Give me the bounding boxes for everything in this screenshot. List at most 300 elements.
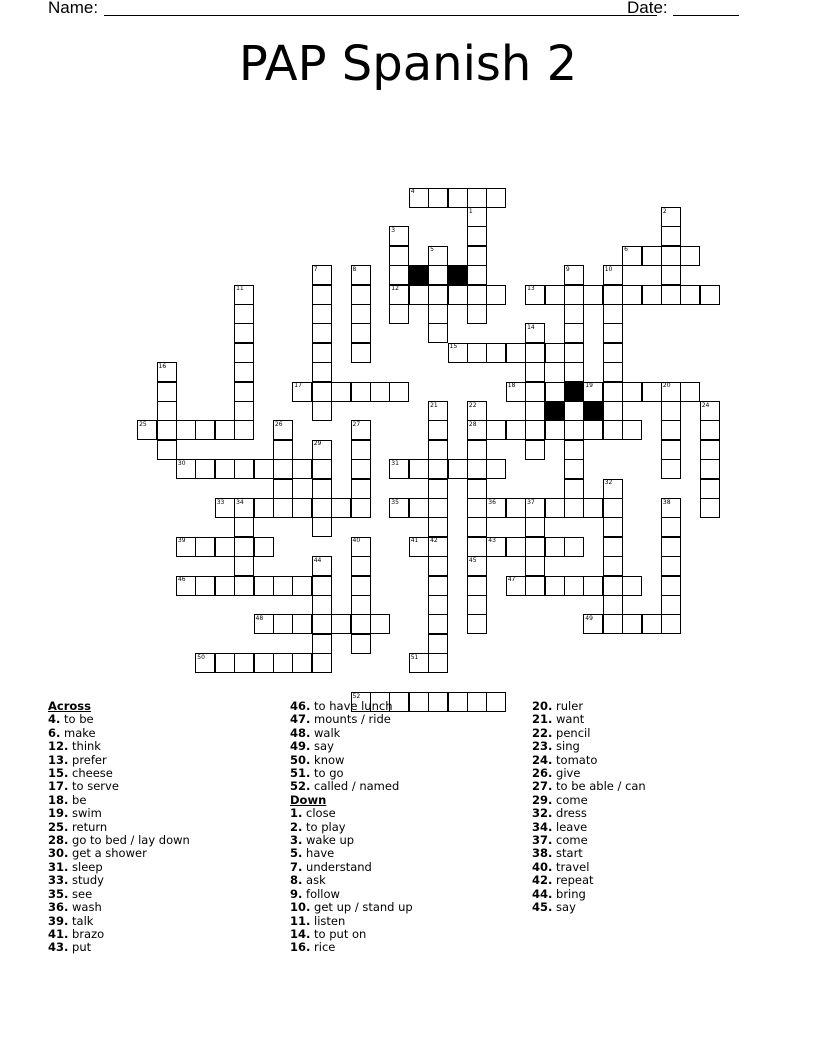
grid-cell[interactable] (661, 440, 681, 460)
grid-cell[interactable] (622, 285, 642, 305)
clue-item-text: follow (302, 886, 340, 901)
clue-item-number: 19. (48, 806, 69, 821)
grid-cell[interactable] (467, 343, 487, 363)
clue-item-number: 6. (48, 725, 61, 740)
grid-cell[interactable] (603, 343, 623, 363)
grid-cell[interactable] (234, 459, 254, 479)
grid-cell[interactable] (661, 556, 681, 576)
clue-item (290, 700, 413, 713)
grid-cell[interactable] (428, 323, 448, 343)
clue-item-text: pencil (552, 725, 591, 740)
grid-cell[interactable] (603, 420, 623, 440)
grid-cell[interactable] (312, 285, 332, 305)
grid-cell[interactable] (428, 517, 448, 537)
clue-item (532, 901, 646, 914)
clue-item-text: to serve (68, 779, 119, 794)
clue-number: 31 (391, 459, 399, 467)
grid-cell[interactable] (389, 304, 409, 324)
clue-item (48, 727, 190, 740)
clue-number: 15 (449, 343, 458, 351)
grid-cell[interactable] (622, 614, 642, 634)
black-square (545, 401, 565, 421)
clue-item (532, 754, 646, 767)
grid-cell[interactable] (467, 479, 487, 499)
grid-cell[interactable] (467, 576, 487, 596)
grid-cell[interactable] (525, 420, 545, 440)
grid-cell[interactable] (700, 479, 720, 499)
clue-item (290, 928, 413, 941)
black-square (409, 265, 429, 285)
grid-cell[interactable] (389, 382, 409, 402)
grid-cell[interactable] (351, 440, 371, 460)
grid-cell[interactable] (467, 517, 487, 537)
grid-cell[interactable] (467, 692, 487, 712)
grid-cell[interactable] (525, 382, 545, 402)
grid-cell[interactable] (234, 517, 254, 537)
grid-cell[interactable] (467, 459, 487, 479)
grid-cell[interactable] (234, 323, 254, 343)
grid-cell[interactable] (273, 459, 293, 479)
grid-cell[interactable] (700, 459, 720, 479)
grid-cell[interactable] (583, 420, 603, 440)
clue-number: 2 (662, 207, 667, 215)
grid-cell[interactable] (312, 479, 332, 499)
grid-cell[interactable] (680, 285, 700, 305)
grid-cell[interactable] (467, 246, 487, 266)
grid-cell[interactable] (351, 479, 371, 499)
grid-cell[interactable] (234, 537, 254, 557)
grid-cell[interactable] (312, 382, 332, 402)
grid-cell[interactable] (642, 614, 662, 634)
grid-cell[interactable] (234, 382, 254, 402)
clue-item-text: start (552, 846, 583, 861)
grid-cell[interactable] (195, 576, 215, 596)
grid-cell[interactable] (700, 498, 720, 518)
grid-cell[interactable] (273, 576, 293, 596)
grid-cell[interactable] (428, 498, 448, 518)
grid-cell[interactable] (312, 304, 332, 324)
grid-cell[interactable] (312, 576, 332, 596)
grid-cell[interactable] (486, 692, 506, 712)
grid-cell[interactable] (700, 440, 720, 460)
clue-item-text: to put on (310, 926, 367, 941)
clue-item-number: 25. (48, 819, 69, 834)
grid-cell[interactable] (292, 576, 312, 596)
grid-cell[interactable] (661, 285, 681, 305)
grid-cell[interactable] (564, 576, 584, 596)
clue-item (48, 861, 190, 874)
grid-cell[interactable] (351, 634, 371, 654)
grid-cell[interactable] (661, 614, 681, 634)
grid-cell[interactable] (448, 692, 468, 712)
grid-cell[interactable] (661, 576, 681, 596)
clue-item-text: to be able / can (552, 779, 646, 794)
grid-cell[interactable] (603, 556, 623, 576)
grid-cell[interactable] (195, 537, 215, 557)
grid-cell[interactable] (486, 188, 506, 208)
clue-item-number: 42. (532, 873, 553, 888)
clue-number: 21 (430, 401, 438, 409)
grid-cell[interactable] (370, 382, 390, 402)
grid-cell[interactable] (603, 498, 623, 518)
clue-item-text: cheese (68, 766, 113, 781)
grid-cell[interactable] (583, 285, 603, 305)
clue-item-number: 22. (532, 725, 553, 740)
grid-cell[interactable] (661, 420, 681, 440)
grid-cell[interactable] (622, 420, 642, 440)
clue-item-number: 13. (48, 752, 69, 767)
clue-item-text: get a shower (68, 846, 147, 861)
grid-cell[interactable] (351, 343, 371, 363)
clue-item-number: 41. (48, 926, 69, 941)
grid-cell[interactable] (603, 537, 623, 557)
grid-cell[interactable] (564, 362, 584, 382)
grid-cell[interactable] (467, 304, 487, 324)
grid-cell[interactable] (351, 382, 371, 402)
grid-cell[interactable] (292, 459, 312, 479)
grid-cell[interactable] (622, 382, 642, 402)
clue-number: 35 (391, 498, 399, 506)
grid-cell[interactable] (467, 226, 487, 246)
clue-item (532, 700, 646, 713)
grid-cell[interactable] (486, 420, 506, 440)
clue-number: 1 (468, 207, 473, 215)
grid-cell[interactable] (428, 188, 448, 208)
grid-cell[interactable] (331, 498, 351, 518)
clue-number: 17 (294, 382, 302, 390)
grid-cell[interactable] (467, 188, 487, 208)
grid-cell[interactable] (564, 498, 584, 518)
grid-cell[interactable] (176, 420, 196, 440)
grid-cell[interactable] (583, 576, 603, 596)
grid-cell[interactable] (234, 304, 254, 324)
grid-cell[interactable] (428, 634, 448, 654)
grid-cell[interactable] (661, 265, 681, 285)
grid-cell[interactable] (157, 382, 177, 402)
grid-cell[interactable] (564, 343, 584, 363)
grid-cell[interactable] (157, 401, 177, 421)
grid-cell[interactable] (467, 595, 487, 615)
clue-item (290, 727, 413, 740)
clue-number: 11 (236, 285, 244, 293)
clue-item-number: 43. (48, 940, 69, 955)
grid-cell[interactable] (506, 343, 526, 363)
grid-cell[interactable] (292, 498, 312, 518)
grid-cell[interactable] (545, 576, 565, 596)
grid-cell[interactable] (525, 576, 545, 596)
grid-cell[interactable] (661, 401, 681, 421)
grid-cell[interactable] (428, 459, 448, 479)
grid-cell[interactable] (234, 362, 254, 382)
grid-cell[interactable] (428, 479, 448, 499)
grid-cell[interactable] (234, 653, 254, 673)
grid-cell[interactable] (545, 420, 565, 440)
clue-number: 12 (391, 285, 399, 293)
grid-cell[interactable] (195, 420, 215, 440)
grid-cell[interactable] (157, 420, 177, 440)
grid-cell[interactable] (467, 440, 487, 460)
grid-cell[interactable] (700, 420, 720, 440)
grid-cell[interactable] (254, 653, 274, 673)
clue-item (48, 767, 190, 780)
grid-cell[interactable] (312, 595, 332, 615)
grid-cell[interactable] (254, 459, 274, 479)
grid-cell[interactable] (545, 498, 565, 518)
grid-cell[interactable] (525, 556, 545, 576)
grid-cell[interactable] (680, 382, 700, 402)
grid-cell[interactable] (467, 537, 487, 557)
grid-cell[interactable] (428, 653, 448, 673)
grid-cell[interactable] (273, 440, 293, 460)
grid-cell[interactable] (603, 382, 623, 402)
clue-item-text: go to bed / lay down (68, 833, 190, 848)
grid-cell[interactable] (312, 323, 332, 343)
grid-cell[interactable] (467, 265, 487, 285)
clue-item (48, 754, 190, 767)
grid-cell[interactable] (583, 498, 603, 518)
grid-cell[interactable] (234, 420, 254, 440)
grid-cell[interactable] (215, 576, 235, 596)
grid-cell[interactable] (195, 459, 215, 479)
clue-item-number: 35. (48, 886, 69, 901)
grid-cell[interactable] (351, 576, 371, 596)
grid-cell[interactable] (448, 285, 468, 305)
grid-cell[interactable] (564, 459, 584, 479)
clue-item (48, 713, 190, 726)
grid-cell[interactable] (642, 285, 662, 305)
grid-cell[interactable] (564, 401, 584, 421)
clue-item-number: 31. (48, 859, 69, 874)
grid-cell[interactable] (603, 401, 623, 421)
clue-item-text: to play (302, 819, 346, 834)
grid-cell[interactable] (564, 420, 584, 440)
grid-cell[interactable] (428, 595, 448, 615)
grid-cell[interactable] (700, 285, 720, 305)
clue-item-number: 12. (48, 739, 69, 754)
clue-item (48, 780, 190, 793)
grid-cell[interactable] (525, 537, 545, 557)
grid-cell[interactable] (545, 537, 565, 557)
grid-cell[interactable] (428, 265, 448, 285)
clue-item (48, 834, 190, 847)
grid-cell[interactable] (448, 188, 468, 208)
clue-item-text: have (302, 846, 335, 861)
clue-item-number: 39. (48, 913, 69, 928)
clue-item-text: come (552, 833, 588, 848)
grid-cell[interactable] (273, 479, 293, 499)
grid-cell[interactable] (428, 420, 448, 440)
clue-item (290, 821, 413, 834)
clue-item-number: 2. (290, 819, 303, 834)
grid-cell[interactable] (351, 595, 371, 615)
grid-cell[interactable] (467, 614, 487, 634)
clue-item-number: 21. (532, 712, 553, 727)
grid-cell[interactable] (661, 595, 681, 615)
grid-cell[interactable] (273, 498, 293, 518)
grid-cell[interactable] (234, 343, 254, 363)
grid-cell[interactable] (254, 498, 274, 518)
grid-cell[interactable] (603, 595, 623, 615)
clue-item (48, 941, 190, 954)
grid-cell[interactable] (312, 343, 332, 363)
grid-cell[interactable] (351, 459, 371, 479)
clue-item (532, 834, 646, 847)
grid-cell[interactable] (409, 285, 429, 305)
grid-cell[interactable] (525, 362, 545, 382)
grid-cell[interactable] (603, 614, 623, 634)
clue-item (48, 821, 190, 834)
clue-number: 40 (352, 537, 361, 545)
grid-cell[interactable] (506, 537, 526, 557)
clue-item (290, 888, 413, 901)
clue-item-text: get up / stand up (310, 900, 413, 915)
clue-number: 42 (430, 537, 438, 545)
grid-cell[interactable] (428, 576, 448, 596)
grid-cell[interactable] (603, 285, 623, 305)
grid-cell[interactable] (467, 285, 487, 305)
clue-item (290, 754, 413, 767)
grid-cell[interactable] (661, 459, 681, 479)
grid-cell[interactable] (273, 653, 293, 673)
grid-cell[interactable] (157, 440, 177, 460)
clue-number: 46 (177, 576, 186, 584)
clue-item (290, 740, 413, 753)
grid-cell[interactable] (409, 459, 429, 479)
grid-cell[interactable] (603, 323, 623, 343)
grid-cell[interactable] (215, 653, 235, 673)
clue-number: 27 (352, 420, 361, 428)
grid-cell[interactable] (331, 614, 351, 634)
grid-cell[interactable] (409, 498, 429, 518)
grid-cell[interactable] (525, 440, 545, 460)
clue-item-text: ruler (552, 699, 584, 713)
grid-cell[interactable] (448, 459, 468, 479)
grid-cell[interactable] (215, 459, 235, 479)
clues-column-3 (532, 700, 646, 915)
grid-cell[interactable] (312, 459, 332, 479)
grid-cell[interactable] (622, 576, 642, 596)
grid-cell[interactable] (525, 343, 545, 363)
grid-cell[interactable] (661, 226, 681, 246)
clue-item-number: 27. (532, 779, 553, 794)
grid-cell[interactable] (351, 614, 371, 634)
grid-cell[interactable] (234, 556, 254, 576)
grid-cell[interactable] (234, 576, 254, 596)
clue-heading: Across (48, 699, 91, 713)
grid-cell[interactable] (564, 479, 584, 499)
grid-cell[interactable] (428, 614, 448, 634)
clue-item-text: ask (302, 873, 326, 888)
grid-cell[interactable] (545, 285, 565, 305)
grid-cell[interactable] (351, 304, 371, 324)
grid-cell[interactable] (312, 634, 332, 654)
grid-cell[interactable] (292, 653, 312, 673)
grid-cell[interactable] (486, 343, 506, 363)
clue-item-text: sing (552, 739, 580, 754)
grid-cell[interactable] (506, 498, 526, 518)
grid-cell[interactable] (506, 420, 526, 440)
grid-cell[interactable] (254, 537, 274, 557)
grid-cell[interactable] (234, 401, 254, 421)
grid-cell[interactable] (351, 323, 371, 343)
grid-cell[interactable] (428, 285, 448, 305)
clue-item-number: 17. (48, 779, 69, 794)
grid-cell[interactable] (486, 285, 506, 305)
grid-cell[interactable] (351, 498, 371, 518)
grid-cell[interactable] (603, 576, 623, 596)
clue-item-text: study (68, 873, 104, 888)
clue-item (290, 807, 413, 820)
grid-cell[interactable] (428, 304, 448, 324)
grid-cell[interactable] (312, 614, 332, 634)
clue-item-number: 16. (290, 940, 311, 955)
grid-cell[interactable] (370, 614, 390, 634)
clue-item (532, 847, 646, 860)
grid-cell[interactable] (564, 304, 584, 324)
clue-item-number: 51. (290, 766, 311, 781)
clue-item-number: 48. (290, 725, 311, 740)
grid-cell[interactable] (312, 401, 332, 421)
clue-item (48, 874, 190, 887)
grid-cell[interactable] (312, 517, 332, 537)
grid-cell[interactable] (486, 459, 506, 479)
grid-cell[interactable] (564, 323, 584, 343)
grid-cell[interactable] (428, 692, 448, 712)
grid-cell[interactable] (428, 440, 448, 460)
grid-cell[interactable] (467, 498, 487, 518)
grid-cell[interactable] (661, 246, 681, 266)
grid-cell[interactable] (603, 517, 623, 537)
grid-cell[interactable] (312, 498, 332, 518)
grid-cell[interactable] (351, 556, 371, 576)
grid-cell[interactable] (564, 440, 584, 460)
grid-cell[interactable] (351, 285, 371, 305)
clue-item (290, 901, 413, 914)
clue-number: 33 (216, 498, 225, 506)
grid-cell[interactable] (389, 265, 409, 285)
grid-cell[interactable] (525, 401, 545, 421)
grid-cell[interactable] (312, 653, 332, 673)
clue-item-text: wash (68, 900, 102, 915)
grid-cell[interactable] (603, 362, 623, 382)
grid-cell[interactable] (680, 246, 700, 266)
grid-cell[interactable] (428, 556, 448, 576)
grid-cell[interactable] (661, 517, 681, 537)
grid-cell[interactable] (545, 343, 565, 363)
clue-item-text: see (68, 886, 93, 901)
grid-cell[interactable] (661, 537, 681, 557)
grid-cell[interactable] (642, 382, 662, 402)
grid-cell[interactable] (642, 246, 662, 266)
grid-cell[interactable] (215, 537, 235, 557)
grid-cell[interactable] (273, 614, 293, 634)
grid-cell[interactable] (564, 285, 584, 305)
grid-cell[interactable] (525, 517, 545, 537)
grid-cell[interactable] (312, 362, 332, 382)
grid-cell[interactable] (389, 246, 409, 266)
grid-cell[interactable] (564, 537, 584, 557)
grid-cell[interactable] (215, 420, 235, 440)
grid-cell[interactable] (603, 304, 623, 324)
clue-item-text: want (552, 712, 585, 727)
clue-item (532, 780, 646, 793)
grid-cell[interactable] (254, 576, 274, 596)
grid-cell[interactable] (331, 382, 351, 402)
clue-item-number: 11. (290, 913, 311, 928)
grid-cell[interactable] (292, 614, 312, 634)
grid-cell[interactable] (545, 382, 565, 402)
clue-number: 16 (158, 362, 167, 370)
